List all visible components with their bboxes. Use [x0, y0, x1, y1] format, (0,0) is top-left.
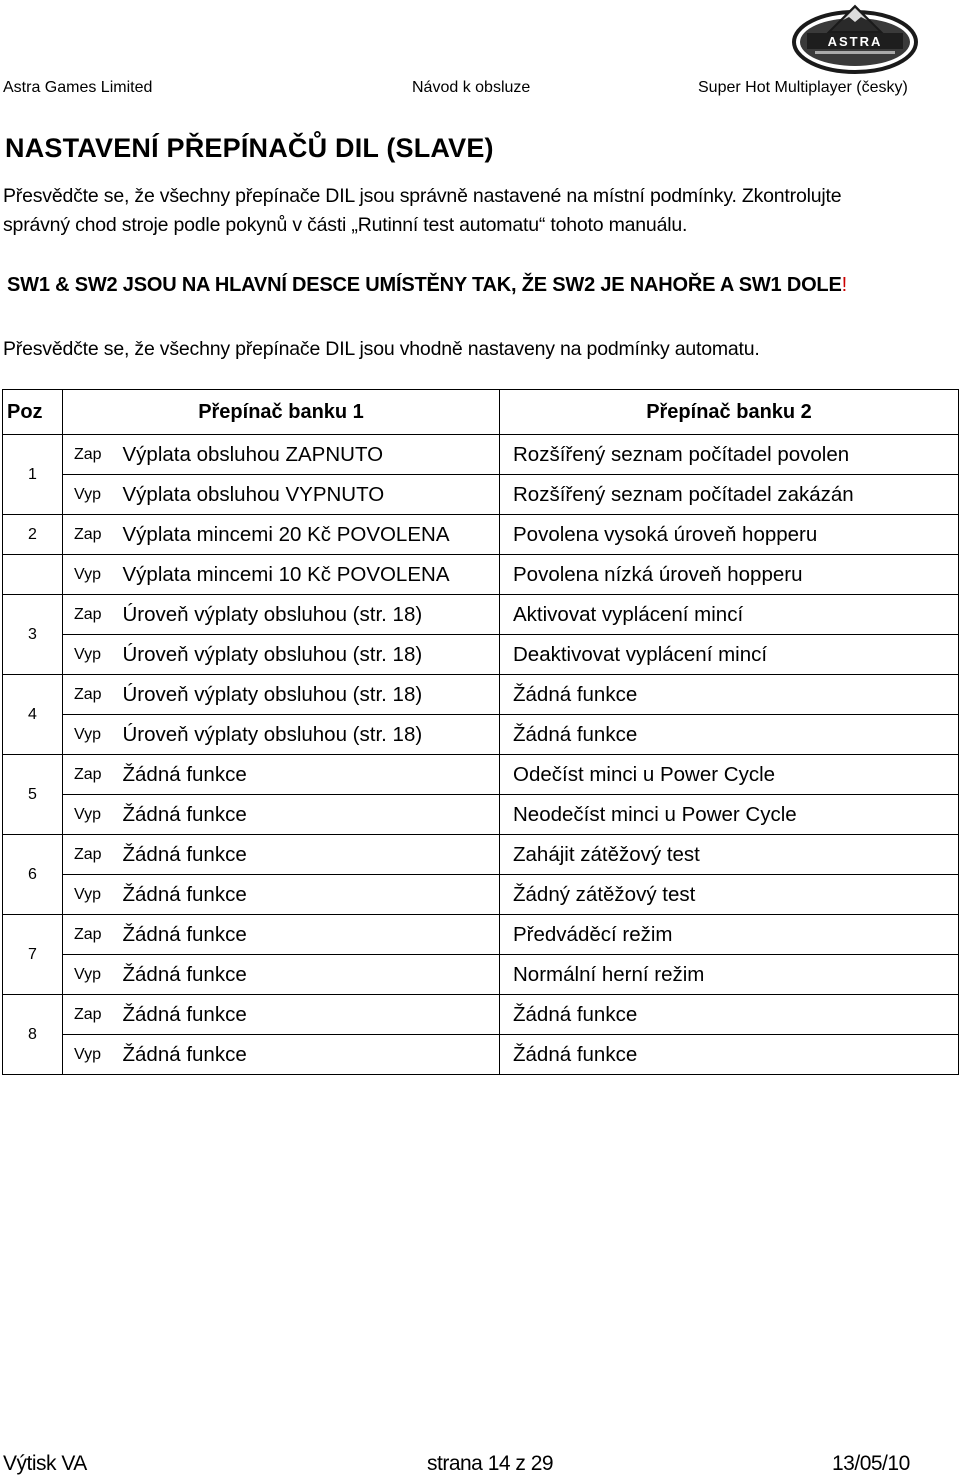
table-row [3, 755, 959, 795]
position-cell [3, 555, 63, 595]
state-cell: Vyp [63, 555, 119, 595]
astra-logo [791, 2, 919, 74]
warning-text: SW1 & SW2 JSOU NA HLAVNÍ DESCE UMÍSTĚNY TAK, ŽE SW2 JE NAHOŘE A SW1 DOLE [7, 274, 842, 296]
position-cell: 1 [3, 435, 63, 515]
bank1-cell: Úroveň výplaty obsluhou (str. 18) [119, 715, 500, 755]
bank2-cell: Žádná funkce [500, 715, 959, 755]
state-cell: Vyp [63, 1035, 119, 1075]
bank2-cell: Normální herní režim [500, 955, 959, 995]
bank1-cell: Úroveň výplaty obsluhou (str. 18) [119, 595, 500, 635]
bank2-cell: Předváděcí režim [500, 915, 959, 955]
position-cell: 3 [3, 595, 63, 675]
bank2-cell: Rozšířený seznam počítadel povolen [500, 435, 959, 475]
footer-edition: Výtisk VA [3, 1452, 87, 1475]
position-cell: 2 [3, 515, 63, 555]
warning-paragraph [7, 271, 907, 300]
bank1-cell: Výplata obsluhou ZAPNUTO [119, 435, 500, 475]
table-row [3, 835, 959, 875]
bank1-cell: Žádná funkce [119, 995, 500, 1035]
intro-paragraph: Přesvědčte se, že všechny přepínače DIL jsou správně nastavené na místní podmínky. Zkontrolujte správný chod stroje podle pokynů v části „Rutinní test automatu“ tohoto manuálu. [3, 185, 842, 236]
state-cell: Vyp [63, 475, 119, 515]
position-cell: 4 [3, 675, 63, 755]
dil-switch-table [2, 389, 959, 1075]
bank2-cell: Žádná funkce [500, 995, 959, 1035]
note-paragraph: Přesvědčte se, že všechny přepínače DIL jsou vhodně nastaveny na podmínky automatu. [3, 338, 760, 360]
state-cell: Vyp [63, 795, 119, 835]
position-cell: 6 [3, 835, 63, 915]
bank2-cell: Žádná funkce [500, 1035, 959, 1075]
table-row [3, 675, 959, 715]
state-cell: Zap [63, 675, 119, 715]
header-doc-title: Návod k obsluze [412, 79, 531, 96]
state-cell: Vyp [63, 635, 119, 675]
state-cell: Zap [63, 595, 119, 635]
bank2-cell: Žádná funkce [500, 675, 959, 715]
bank1-cell: Úroveň výplaty obsluhou (str. 18) [119, 635, 500, 675]
bank2-cell: Zahájit zátěžový test [500, 835, 959, 875]
page-title: NASTAVENÍ PŘEPÍNAČŮ DIL (SLAVE) [5, 133, 494, 163]
table-header-row [3, 390, 959, 435]
bank2-cell: Neodečíst minci u Power Cycle [500, 795, 959, 835]
table-row [3, 715, 959, 755]
table-row [3, 435, 959, 475]
bank1-cell: Výplata mincemi 10 Kč POVOLENA [119, 555, 500, 595]
state-cell: Vyp [63, 875, 119, 915]
bank1-cell: Žádná funkce [119, 795, 500, 835]
table-row [3, 955, 959, 995]
table-row [3, 635, 959, 675]
position-cell: 8 [3, 995, 63, 1075]
bank2-cell: Aktivovat vyplácení mincí [500, 595, 959, 635]
table-row [3, 995, 959, 1035]
state-cell: Vyp [63, 955, 119, 995]
bank1-cell: Výplata obsluhou VYPNUTO [119, 475, 500, 515]
position-cell: 5 [3, 755, 63, 835]
table-row [3, 795, 959, 835]
header-bank1: Přepínač banku 1 [63, 390, 500, 435]
header-poz: Poz [3, 390, 63, 435]
table-row [3, 1035, 959, 1075]
table-row [3, 875, 959, 915]
bank1-cell: Žádná funkce [119, 1035, 500, 1075]
state-cell: Zap [63, 915, 119, 955]
table-row [3, 595, 959, 635]
state-cell: Zap [63, 515, 119, 555]
state-cell: Zap [63, 435, 119, 475]
table-row [3, 915, 959, 955]
bank1-cell: Výplata mincemi 20 Kč POVOLENA [119, 515, 500, 555]
bank1-cell: Žádná funkce [119, 875, 500, 915]
state-cell: Zap [63, 755, 119, 795]
bank1-cell: Žádná funkce [119, 915, 500, 955]
logo-wordmark: ASTRA [827, 34, 883, 49]
bank1-cell: Žádná funkce [119, 755, 500, 795]
bank2-cell: Odečíst minci u Power Cycle [500, 755, 959, 795]
bank1-cell: Žádná funkce [119, 955, 500, 995]
state-cell: Vyp [63, 715, 119, 755]
bank2-cell: Povolena vysoká úroveň hopperu [500, 515, 959, 555]
table-row [3, 515, 959, 555]
bank1-cell: Úroveň výplaty obsluhou (str. 18) [119, 675, 500, 715]
table-row [3, 555, 959, 595]
footer-date: 13/05/10 [832, 1452, 910, 1475]
position-cell: 7 [3, 915, 63, 995]
warning-exclamation: ! [841, 274, 847, 296]
header-company: Astra Games Limited [3, 79, 153, 96]
bank1-cell: Žádná funkce [119, 835, 500, 875]
bank2-cell: Deaktivovat vyplácení mincí [500, 635, 959, 675]
bank2-cell: Povolena nízká úroveň hopperu [500, 555, 959, 595]
state-cell: Zap [63, 835, 119, 875]
footer-page-number: strana 14 z 29 [427, 1452, 554, 1475]
header-product: Super Hot Multiplayer (česky) [698, 79, 908, 96]
header-bank2: Přepínač banku 2 [500, 390, 959, 435]
state-cell: Zap [63, 995, 119, 1035]
bank2-cell: Žádný zátěžový test [500, 875, 959, 915]
bank2-cell: Rozšířený seznam počítadel zakázán [500, 475, 959, 515]
table-row [3, 475, 959, 515]
